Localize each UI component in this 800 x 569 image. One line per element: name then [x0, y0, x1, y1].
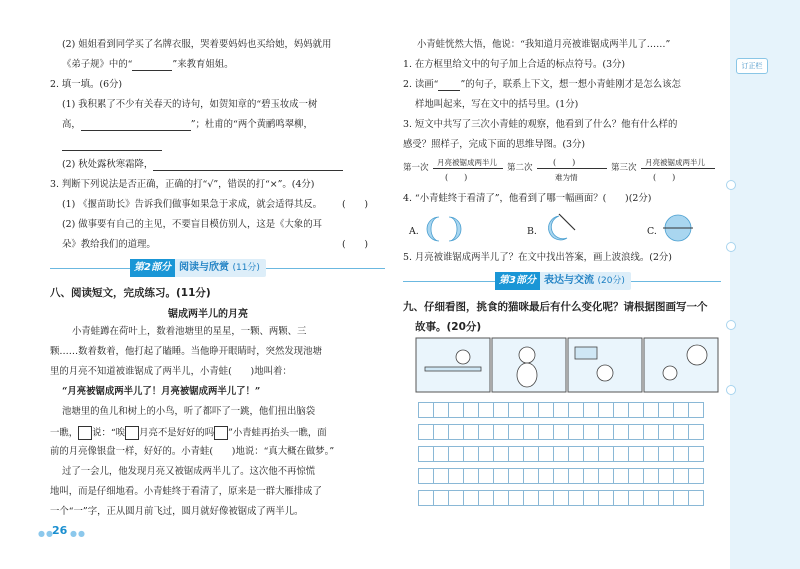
writing-cell[interactable] [463, 468, 479, 484]
writing-cell[interactable] [553, 402, 569, 418]
writing-cell[interactable] [553, 446, 569, 462]
writing-cell[interactable] [673, 446, 689, 462]
writing-cell[interactable] [448, 468, 464, 484]
writing-cell[interactable] [433, 446, 449, 462]
q1-2-line2: 《弟子规》中的“ ”来教育姐姐。 [62, 59, 234, 70]
writing-cell[interactable] [538, 490, 554, 506]
story-ending: 小青蛙恍然大悟，他说：“我知道月亮被谁锯成两半儿了……” [417, 39, 671, 50]
writing-cell[interactable] [538, 446, 554, 462]
left-page [0, 0, 395, 569]
writing-cell[interactable] [508, 446, 524, 462]
writing-cell[interactable] [448, 424, 464, 440]
story-line: 地叫，而是仔细地看。小青蛙终于看清了，原来是一群大雁排成了 [50, 486, 322, 497]
writing-cell[interactable] [598, 490, 614, 506]
writing-cell[interactable] [688, 468, 704, 484]
writing-cell[interactable] [583, 490, 599, 506]
writing-cell[interactable] [538, 468, 554, 484]
flow-upper-3: 月亮被锯成两半儿 [645, 158, 705, 167]
story-line: 颗……数着数着，他打起了瞌睡。当他睁开眼睛时，突然发现池塘 [50, 346, 322, 357]
writing-cell[interactable] [418, 446, 434, 462]
writing-cell[interactable] [508, 424, 524, 440]
writing-cell[interactable] [478, 402, 494, 418]
comic-panel-4 [644, 338, 718, 392]
writing-cell[interactable] [628, 468, 644, 484]
q3-2-line1: (2) 做事要有自己的主见，不要盲目模仿别人，这是《大象的耳 [62, 219, 323, 230]
punct-box[interactable] [125, 426, 139, 440]
story-line: 前的月亮像银盘一样，好好的。小青蛙( )地说：“真大概在做梦。” [50, 446, 335, 457]
correction-margin [730, 0, 800, 569]
writing-cell[interactable] [508, 468, 524, 484]
moon-geese-icon[interactable] [661, 212, 695, 244]
punct-box[interactable] [78, 426, 92, 440]
binding-hole [726, 385, 736, 395]
writing-cell[interactable] [583, 446, 599, 462]
writing-cell[interactable] [613, 402, 629, 418]
cat-head-icon [456, 350, 470, 364]
writing-cell[interactable] [553, 490, 569, 506]
flow-paren-1[interactable]: ( ) [445, 173, 468, 182]
writing-cell[interactable] [493, 424, 509, 440]
writing-cell[interactable] [658, 446, 674, 462]
writing-cell[interactable] [508, 402, 524, 418]
q3-1: (1) 《揠苗助长》告诉我们做事如果急于求成，就会适得其反。 ( ) [62, 199, 369, 210]
writing-cell[interactable] [478, 446, 494, 462]
writing-cell[interactable] [628, 490, 644, 506]
q3-heading: 3. 判断下列说法是否正确，正确的打“√”，错误的打“×”。(4分) [50, 179, 315, 190]
writing-cell[interactable] [658, 402, 674, 418]
writing-cell[interactable] [493, 446, 509, 462]
section3-pill [495, 272, 631, 290]
writing-cell[interactable] [493, 490, 509, 506]
writing-cell[interactable] [598, 446, 614, 462]
page-dots-right: ●● [70, 529, 86, 538]
section2-banner [50, 259, 385, 277]
writing-cell[interactable] [463, 446, 479, 462]
r2-line1: 2. 读画“ ”的句子，联系上下文，想一想小青蛙刚才是怎么该怎 [403, 79, 681, 90]
q2-1-line1: (1) 我积累了不少有关春天的诗句，如贺知章的“碧玉妆成一树 [62, 99, 318, 110]
writing-cell[interactable] [448, 490, 464, 506]
writing-cell[interactable] [568, 468, 584, 484]
answer-paren[interactable]: ( ) [342, 199, 369, 210]
writing-cell[interactable] [433, 468, 449, 484]
writing-cell[interactable] [478, 424, 494, 440]
option-c-label[interactable]: C. [647, 226, 657, 237]
writing-cell[interactable] [613, 424, 629, 440]
cat-body-icon [517, 363, 537, 387]
r5-question: 5. 月亮被谁锯成两半儿了？在文中找出答案，画上波浪线。(2分) [403, 252, 672, 263]
story-title: 锯成两半儿的月亮 [168, 309, 248, 320]
answer-paren[interactable]: ( ) [228, 366, 255, 377]
option-b-label[interactable]: B. [527, 226, 537, 237]
writing-cell[interactable] [463, 490, 479, 506]
writing-row [418, 402, 718, 418]
writing-cell[interactable] [688, 490, 704, 506]
story-line: 一个“一”字，正从圆月前飞过，圆月就好像被锯成了两半儿。 [50, 506, 304, 517]
section2-pill [130, 259, 266, 277]
section3-banner [403, 272, 721, 290]
flow-label-1: 第一次 [403, 163, 429, 173]
writing-cell[interactable] [598, 468, 614, 484]
q2-heading: 2. 填一填。(6分) [50, 79, 123, 90]
writing-cell[interactable] [613, 446, 629, 462]
writing-cell[interactable] [673, 402, 689, 418]
writing-cell[interactable] [628, 424, 644, 440]
story-line: 过了一会儿，他发现月亮又被锯成两半儿了。这次他不再惊慌 [62, 466, 316, 477]
q2-1-line2: 高， ”；杜甫的“两个黄鹂鸣翠柳， [62, 119, 313, 130]
writing-cell[interactable] [523, 468, 539, 484]
fill-blank[interactable] [81, 120, 191, 131]
story-line: 小青蛙蹲在荷叶上，数着池塘里的星星，一颗、两颗、三 [72, 326, 307, 337]
writing-cell[interactable] [523, 490, 539, 506]
story-line: “月亮被锯成两半儿了！月亮被锯成两半儿了！” [62, 386, 261, 397]
writing-cell[interactable] [568, 424, 584, 440]
q2-1-line3 [62, 139, 162, 151]
writing-cell[interactable] [523, 446, 539, 462]
moon-halves-icon[interactable] [423, 214, 467, 244]
binding-hole [726, 242, 736, 252]
writing-cell[interactable] [658, 424, 674, 440]
writing-cell[interactable] [418, 402, 434, 418]
writing-cell[interactable] [643, 446, 659, 462]
writing-grid[interactable] [418, 402, 718, 512]
q3-2-line2: 朵》教给我们的道理。 ( ) [62, 239, 369, 250]
fill-blank[interactable] [62, 140, 162, 151]
writing-cell[interactable] [463, 424, 479, 440]
flow-upper-1: 月亮被锯成两半儿 [437, 158, 497, 167]
r4-question: 4. “小青蛙终于看清了”，他看到了哪一幅画面？( )(2分) [403, 193, 652, 204]
writing-cell[interactable] [583, 424, 599, 440]
cat-head-icon [663, 366, 677, 380]
writing-row [418, 424, 718, 440]
writing-cell[interactable] [598, 424, 614, 440]
writing-cell[interactable] [673, 424, 689, 440]
writing-cell[interactable] [418, 490, 434, 506]
writing-cell[interactable] [613, 490, 629, 506]
writing-cell[interactable] [643, 468, 659, 484]
writing-cell[interactable] [688, 402, 704, 418]
writing-cell[interactable] [658, 468, 674, 484]
writing-cell[interactable] [568, 490, 584, 506]
binding-hole [726, 320, 736, 330]
writing-cell[interactable] [418, 424, 434, 440]
writing-cell[interactable] [568, 446, 584, 462]
r1-question: 1. 在方框里给文中的句子加上合适的标点符号。(3分) [403, 59, 626, 70]
q2-2: (2) 秋处露秋寒霜降， [62, 159, 343, 171]
writing-cell[interactable] [523, 424, 539, 440]
writing-cell[interactable] [688, 424, 704, 440]
writing-cell[interactable] [538, 402, 554, 418]
q8-heading: 八、阅读短文，完成练习。(11分) [50, 287, 211, 299]
window-icon [575, 347, 597, 359]
cat-head-icon [687, 345, 707, 365]
section-label: 阅读与欣赏 [178, 262, 229, 273]
writing-cell[interactable] [688, 446, 704, 462]
writing-cell[interactable] [478, 468, 494, 484]
writing-cell[interactable] [628, 446, 644, 462]
answer-paren[interactable]: ( ) [342, 239, 369, 250]
flow-paren-2[interactable]: ( ) [553, 158, 576, 167]
page-dots-left: ●● [38, 529, 54, 538]
writing-cell[interactable] [583, 402, 599, 418]
flow-paren-3[interactable]: ( ) [653, 173, 676, 182]
page-number: 26 [52, 524, 68, 537]
writing-cell[interactable] [433, 402, 449, 418]
punct-box[interactable] [214, 426, 228, 440]
underline-sample [438, 80, 460, 91]
writing-cell[interactable] [538, 424, 554, 440]
comic-panel-1 [416, 338, 490, 392]
r3-line2: 感受？照样子，完成下面的思维导图。(3分) [403, 139, 586, 150]
cat-head-icon [519, 347, 535, 363]
writing-cell[interactable] [433, 424, 449, 440]
q1-2-line1: (2) 姐姐看到同学买了名牌衣服，哭着要妈妈也买给她，妈妈就用 [62, 39, 332, 50]
writing-cell[interactable] [418, 468, 434, 484]
writing-cell[interactable] [673, 490, 689, 506]
story-line: 一瞧， 说：“唉 月亮不是好好的吗 ”小青蛙再抬头一瞧，面 [50, 427, 327, 439]
writing-row [418, 490, 718, 506]
section-tag: 第3部分 [495, 272, 540, 290]
writing-cell[interactable] [493, 402, 509, 418]
writing-cell[interactable] [673, 468, 689, 484]
flow-lower-2: 难为情 [555, 173, 578, 182]
table-icon [425, 367, 481, 371]
section-label: 表达与交流 [543, 275, 594, 286]
flow-label-2: 第二次 [507, 163, 533, 173]
section-points: (11分) [232, 263, 260, 273]
q9-line1: 九、仔细看图，挑食的猫咪最后有什么变化呢？请根据图画写一个 [403, 301, 708, 313]
fill-blank[interactable] [153, 160, 343, 171]
flow-label-3: 第三次 [611, 163, 637, 173]
writing-cell[interactable] [643, 424, 659, 440]
correction-tab: 订正栏 [736, 58, 768, 74]
q9-line2: 故事。(20分) [415, 321, 482, 333]
writing-cell[interactable] [448, 402, 464, 418]
writing-cell[interactable] [628, 402, 644, 418]
writing-cell[interactable] [598, 402, 614, 418]
answer-paren[interactable]: ( ) [209, 446, 236, 457]
writing-cell[interactable] [478, 490, 494, 506]
cat-head-icon [597, 365, 613, 381]
writing-cell[interactable] [583, 468, 599, 484]
r2-line2: 样地叫起来，写在文中的括号里。(1分) [415, 99, 579, 110]
writing-cell[interactable] [658, 490, 674, 506]
story-line: 里的月亮不知道被谁锯成了两半儿，小青蛙( )地叫着： [50, 366, 292, 377]
writing-cell[interactable] [643, 402, 659, 418]
writing-cell[interactable] [613, 468, 629, 484]
writing-cell[interactable] [553, 424, 569, 440]
writing-row [418, 446, 718, 462]
r3-line1: 3. 短文中共写了三次小青蛙的观察，他看到了什么？他有什么样的 [403, 119, 678, 130]
section-points: (20分) [597, 276, 625, 286]
section-tag: 第2部分 [130, 259, 175, 277]
binding-hole [726, 180, 736, 190]
writing-row [418, 468, 718, 484]
comic-strip [415, 337, 720, 393]
writing-cell[interactable] [568, 402, 584, 418]
story-line: 池塘里的鱼儿和树上的小鸟，听了都吓了一跳，他们扭出脑袋 [62, 406, 316, 417]
writing-cell[interactable] [493, 468, 509, 484]
writing-cell[interactable] [643, 490, 659, 506]
option-a-label[interactable]: A. [409, 226, 419, 237]
moon-sawed-icon[interactable] [539, 212, 579, 244]
fill-blank[interactable] [132, 60, 172, 71]
writing-cell[interactable] [508, 490, 524, 506]
writing-cell[interactable] [463, 402, 479, 418]
writing-cell[interactable] [523, 402, 539, 418]
writing-cell[interactable] [433, 490, 449, 506]
writing-cell[interactable] [553, 468, 569, 484]
writing-cell[interactable] [448, 446, 464, 462]
